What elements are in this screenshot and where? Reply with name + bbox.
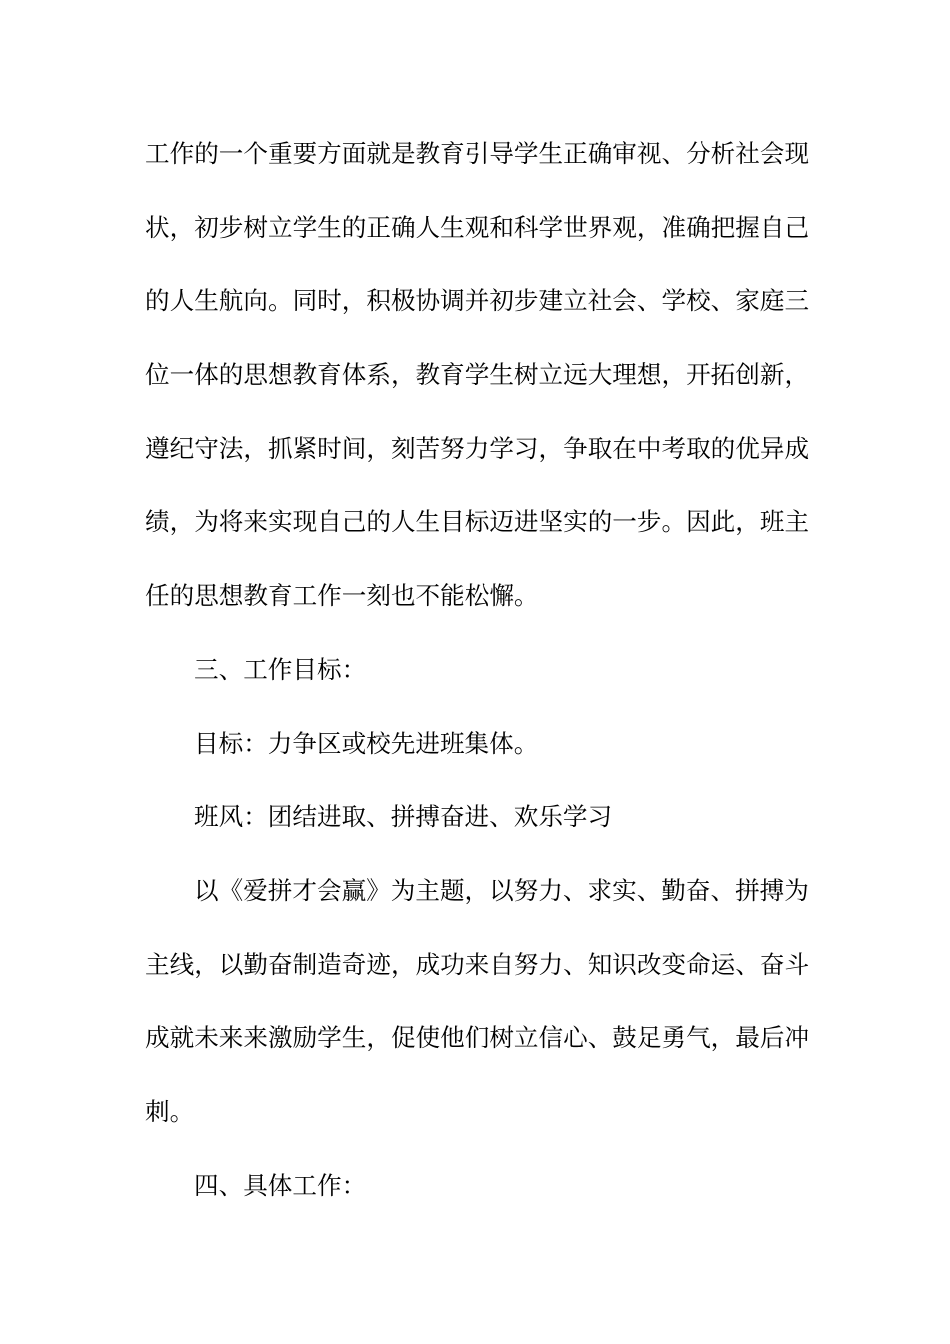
paragraph-line: 绩，为将来实现自己的人生目标迈进坚实的一步。因此，班主 <box>145 507 810 537</box>
paragraph-line: 位一体的思想教育体系，教育学生树立远大理想，开拓创新， <box>145 360 810 390</box>
paragraph-line: 的人生航向。同时，积极协调并初步建立社会、学校、家庭三 <box>145 286 810 316</box>
section-heading-goals: 三、工作目标： <box>194 654 367 684</box>
section-heading-tasks: 四、具体工作： <box>194 1170 367 1200</box>
paragraph-line: 状，初步树立学生的正确人生观和科学世界观，准确把握自己 <box>145 212 810 242</box>
paragraph-line: 以《爱拼才会赢》为主题，以努力、求实、勤奋、拼搏为 <box>194 875 809 905</box>
paragraph-line: 刺。 <box>145 1096 195 1126</box>
document-body <box>145 128 810 1233</box>
paragraph-line: 成就未来来激励学生，促使他们树立信心、鼓足勇气，最后冲 <box>145 1023 810 1053</box>
paragraph-line: 主线，以勤奋制造奇迹，成功来自努力、知识改变命运、奋斗 <box>145 949 810 979</box>
paragraph-line: 遵纪守法，抓紧时间，刻苦努力学习，争取在中考取的优异成 <box>145 433 810 463</box>
paragraph-line: 任的思想教育工作一刻也不能松懈。 <box>145 581 539 611</box>
class-style-line: 班风：团结进取、拼搏奋进、欢乐学习 <box>194 802 613 832</box>
paragraph-line: 工作的一个重要方面就是教育引导学生正确审视、分析社会现 <box>145 139 810 168</box>
goal-line: 目标：力争区或校先进班集体。 <box>194 728 539 758</box>
